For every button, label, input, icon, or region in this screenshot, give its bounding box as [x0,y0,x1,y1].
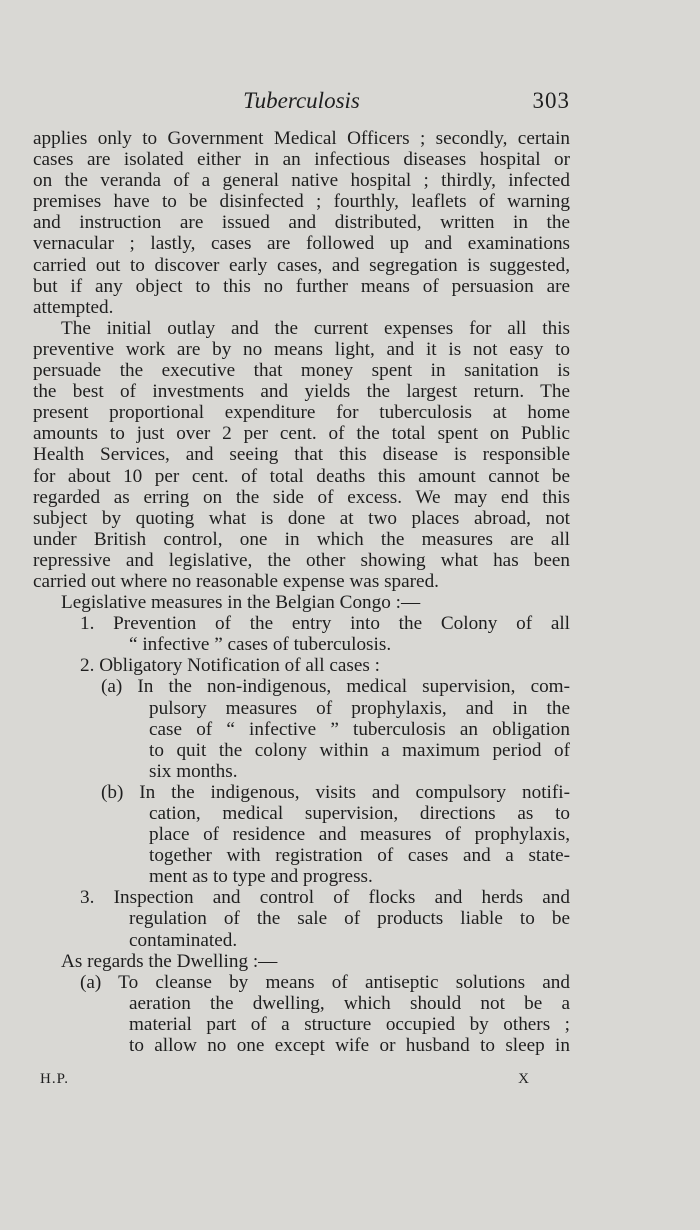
text-line: “ infective ” cases of tuberculosis. [129,634,392,656]
text-line: The initial outlay and the current expenses for all this [61,317,570,339]
body-text [33,128,570,1056]
text-line: six months. [149,760,238,782]
text-line: persuade the executive that money spent in sanitation is [33,360,570,382]
text-line: vernacular ; lastly, cases are followed up and examinations [33,233,570,255]
text-line: material part of a structure occupied by others ; [129,1013,570,1035]
text-line: subject by quoting what is done at two places abroad, not [33,507,570,529]
text-line: the best of investments and yields the largest return. The [33,381,570,403]
text-line: Legislative measures in the Belgian Congo :— [61,592,421,614]
text-line: 1. Prevention of the entry into the Colony of all [80,613,570,635]
text-line: attempted. [33,296,114,318]
text-line: (a) To cleanse by means of antiseptic solutions and [80,971,570,993]
text-line: and instruction are issued and distributed, written in the [33,212,570,234]
running-title: Tuberculosis [243,88,360,113]
text-line: contaminated. [129,929,238,951]
text-line: premises have to be disinfected ; fourthly, leaflets of warning [33,191,570,213]
text-line: on the veranda of a general native hospital ; thirdly, infected [33,170,570,192]
running-header [33,86,570,118]
text-line: As regards the Dwelling :— [61,950,278,972]
text-line: regarded as erring on the side of excess. We may end this [33,486,570,508]
text-line: (b) In the indigenous, visits and compulsory notifi- [101,781,570,803]
text-line: aeration the dwelling, which should not be a [129,992,570,1014]
text-line: cation, medical supervision, directions as to [149,803,570,824]
text-line: preventive work are by no means light, and it is not easy to [33,338,570,360]
text-line: (a) In the non-indigenous, medical supervision, com- [101,676,570,698]
text-line: amounts to just over 2 per cent. of the total spent on Public [33,423,570,445]
text-line: cases are isolated either in an infectious diseases hospital or [33,149,570,171]
text-line: present proportional expenditure for tuberculosis at home [33,402,570,424]
text-line: ment as to type and progress. [149,866,373,888]
text-line: 2. Obligatory Notification of all cases : [80,655,380,677]
text-line: 3. Inspection and control of flocks and herds and [80,887,570,909]
text-line: carried out to discover early cases, and segregation is suggested, [33,254,570,276]
text-line: for about 10 per cent. of total deaths this amount cannot be [33,465,570,487]
text-line: repressive and legislative, the other showing what has been [33,549,570,571]
text-line: place of residence and measures of prophylaxis, [149,824,570,846]
text-line: to allow no one except wife or husband to sleep in [129,1035,570,1057]
page-number: 303 [532,88,570,113]
text-line: applies only to Government Medical Officers ; secondly, certain [33,128,570,149]
text-line: under British control, one in which the measures are all [33,528,570,550]
text-line: together with registration of cases and a state- [149,845,570,867]
text-line: case of “ infective ” tuberculosis an obligation [149,718,570,740]
text-line: carried out where no reasonable expense was spared. [33,570,439,592]
text-line: Health Services, and seeing that this disease is responsible [33,444,570,466]
printer-signature: H.P. [40,1071,70,1087]
sheet-mark: X [518,1071,530,1087]
text-line: to quit the colony within a maximum period of [149,739,570,761]
text-line: pulsory measures of prophylaxis, and in the [149,697,570,719]
text-line: but if any object to this no further means of persuasion are [33,275,570,297]
text-line: regulation of the sale of products liable to be [129,908,570,930]
